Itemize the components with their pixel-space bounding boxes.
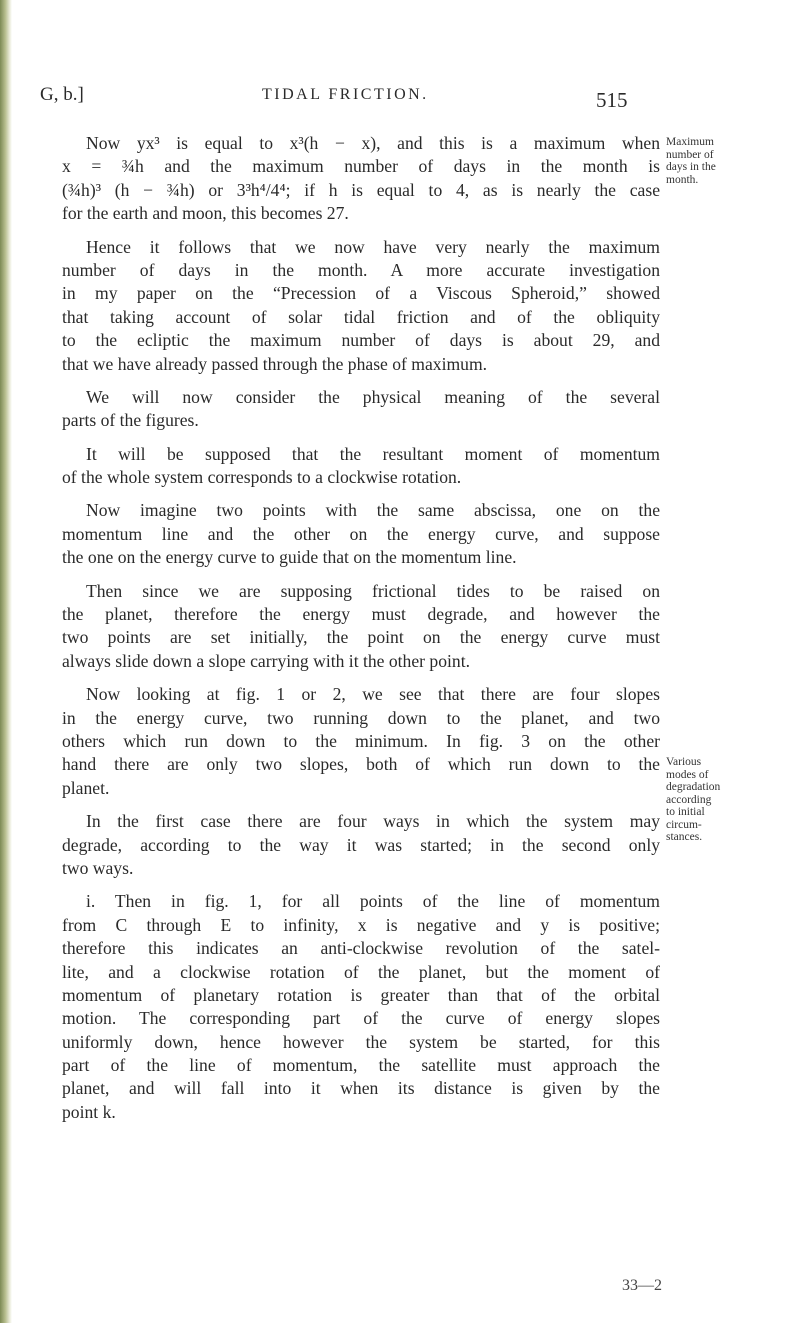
paragraph-2	[62, 236, 660, 376]
body-text	[62, 132, 660, 1124]
paragraph-7	[62, 683, 660, 800]
text-line: motion. The corresponding part of the curve of energy slopes	[62, 1008, 660, 1029]
text-line: that we have already passed through the phase of maximum.	[62, 353, 488, 374]
header-section-mark: G, b.]	[40, 84, 84, 105]
text-line: hand there are only two slopes, both of which run down to the	[62, 754, 660, 775]
text-line: of the whole system corresponds to a clockwise rotation.	[62, 467, 462, 488]
paragraph-4	[62, 443, 660, 490]
text-line: always slide down a slope carrying with it the other point.	[62, 650, 470, 671]
paragraph-6	[62, 580, 660, 674]
text-line: that taking account of solar tidal friction and of the obliquity	[62, 306, 660, 327]
text-line: Now imagine two points with the same abscissa, one on the	[86, 500, 660, 521]
margin-note-maximum	[666, 136, 716, 186]
text-line: degrade, according to the way it was started; in the second only	[62, 834, 660, 855]
text-line: i. Then in fig. 1, for all points of the line of momentum	[86, 891, 660, 912]
margin-note-line: month.	[666, 173, 699, 186]
page-edge-shadow	[0, 0, 12, 1323]
text-line: momentum of planetary rotation is greater than that of the orbital	[62, 984, 660, 1005]
text-line: planet, and will fall into it when its distance is given by the	[62, 1078, 660, 1099]
text-line: parts of the figures.	[62, 410, 199, 431]
text-line: from C through E to infinity, x is negative and y is positive;	[62, 914, 660, 935]
margin-note-line: according	[666, 793, 712, 806]
margin-note-line: Various	[666, 756, 702, 768]
text-line: the planet, therefore the energy must degrade, and however the	[62, 604, 660, 625]
text-line: others which run down to the minimum. In fig. 3 on the other	[62, 730, 660, 751]
text-line: therefore this indicates an anti-clockwise revolution of the satel-	[62, 938, 660, 959]
text-line: (¾h)³ (h − ¾h) or 3³h⁴/4⁴; if h is equal to 4, as is nearly the case	[62, 179, 660, 200]
text-line: lite, and a clockwise rotation of the planet, but the moment of	[62, 961, 660, 982]
text-line: part of the line of momentum, the satellite must approach the	[62, 1055, 660, 1076]
margin-note-degradation	[666, 756, 720, 844]
text-line: two points are set initially, the point on the energy curve must	[62, 627, 660, 648]
text-line: to the ecliptic the maximum number of days is about 29, and	[62, 330, 660, 351]
text-line: the one on the energy curve to guide that on the momentum line.	[62, 547, 517, 568]
page-number: 515	[596, 88, 628, 112]
text-line: point k.	[62, 1101, 116, 1122]
text-line: It will be supposed that the resultant moment of momentum	[86, 443, 660, 464]
text-line: number of days in the month. A more accurate investigation	[62, 259, 660, 280]
text-line: two ways.	[62, 857, 134, 878]
margin-note-line: modes of	[666, 768, 709, 781]
margin-note-line: circum-	[666, 818, 702, 831]
header-title: TIDAL FRICTION.	[262, 86, 429, 103]
signature-mark: 33—2	[622, 1277, 662, 1294]
text-line: Then since we are supposing frictional tides to be raised on	[86, 580, 660, 601]
text-line: planet.	[62, 777, 110, 798]
text-line: Hence it follows that we now have very nearly the maximum	[86, 236, 660, 257]
margin-note-line: stances.	[666, 831, 703, 843]
margin-note-line: number of	[666, 148, 714, 161]
text-line: in the energy curve, two running down to the planet, and two	[62, 707, 660, 728]
text-line: in my paper on the “Precession of a Viscous Spheroid,” showed	[62, 283, 660, 304]
text-line: uniformly down, hence however the system be started, for this	[62, 1031, 660, 1052]
paragraph-3	[62, 386, 660, 433]
text-line: Now looking at fig. 1 or 2, we see that there are four slopes	[86, 684, 660, 705]
text-line: We will now consider the physical meaning of the several	[86, 386, 660, 407]
text-line: momentum line and the other on the energy curve, and suppose	[62, 523, 660, 544]
paragraph-9	[62, 890, 660, 1124]
paragraph-1	[62, 132, 660, 226]
text-line: In the first case there are four ways in which the system may	[86, 811, 660, 832]
margin-note-line: to initial	[666, 806, 705, 818]
margin-note-line: days in the	[666, 161, 716, 173]
margin-note-line: degradation	[666, 781, 721, 793]
text-line: Now yx³ is equal to x³(h − x), and this is a maximum when	[86, 133, 660, 153]
running-header	[0, 84, 800, 112]
paragraph-5	[62, 499, 660, 569]
text-line: for the earth and moon, this becomes 27.	[62, 203, 349, 224]
paragraph-8	[62, 810, 660, 880]
margin-note-line: Maximum	[666, 136, 714, 148]
text-line: x = ¾h and the maximum number of days in the month is	[62, 156, 660, 177]
